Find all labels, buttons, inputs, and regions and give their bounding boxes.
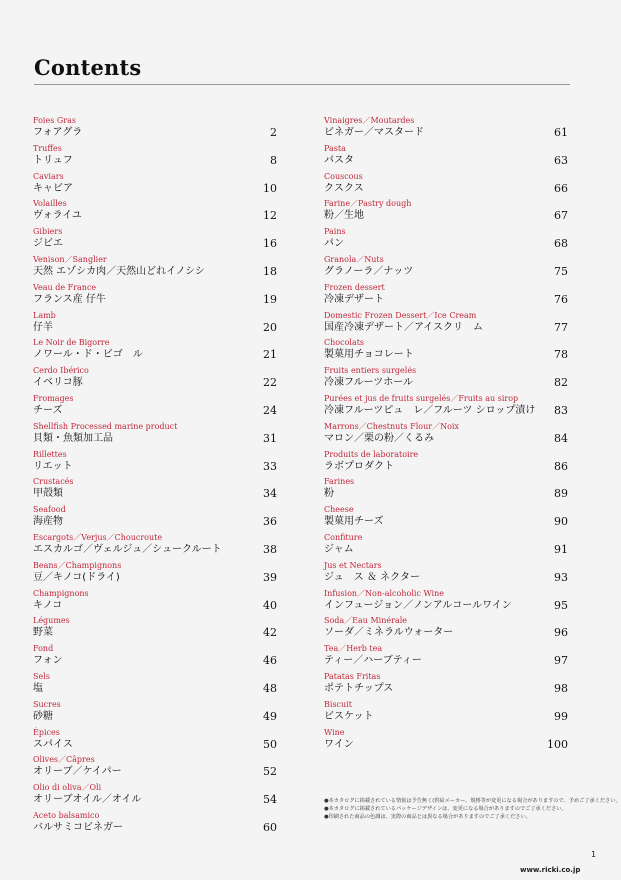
title-divider [34,84,570,85]
toc-entry [33,311,277,339]
toc-entry-page-number: 16 [263,237,277,251]
toc-entry-french-title: Venison／Sanglier [33,254,107,264]
toc-entry-page-number: 96 [554,626,568,640]
toc-entry-page-number: 18 [263,264,277,278]
toc-entry [33,589,277,617]
toc-entry-french-title: Soda／Eau Minérale [324,616,408,626]
toc-entry-page-number: 89 [554,487,568,501]
toc-entry-french-title: Le Noir de Bigorre [33,338,110,348]
disclaimer-notes [324,797,621,821]
toc-entry-french-title: Crustacés [33,477,74,487]
toc-entry-page-number: 22 [263,376,277,390]
toc-entry-page-number: 39 [263,570,277,584]
toc-entry-french-title: Cheese [324,505,354,515]
toc-entry [33,255,277,283]
toc-entry-french-title: Sucres [33,699,61,709]
toc-entry-french-title: Pasta [324,143,346,153]
toc-entry-japanese-title: 粉／生地 [324,210,364,222]
toc-entry-page-number: 2 [270,126,277,139]
toc-entry-page-number: 21 [263,348,277,362]
toc-entry [324,644,568,672]
contents-left-column [33,116,277,839]
toc-entry-french-title: Légumes [33,616,70,626]
toc-entry [324,172,568,200]
toc-entry-french-title: Chocolats [324,338,365,348]
toc-entry-french-title: Fond [33,644,54,654]
toc-entry-page-number: 49 [263,709,277,723]
toc-entry-japanese-title: ヴォライユ [33,210,82,222]
toc-entry-page-number: 40 [263,598,277,612]
toc-entry-french-title: Beans／Champignons [33,560,122,570]
toc-entry-japanese-title: 粉 [324,488,334,500]
toc-entry-japanese-title: 甲殻類 [33,488,63,500]
toc-entry [324,672,568,700]
toc-entry-page-number: 99 [554,709,568,723]
toc-entry-french-title: Truffes [33,143,62,153]
toc-entry-french-title: Escargots／Verjus／Choucroute [33,532,163,542]
toc-entry-page-number: 8 [270,153,277,167]
toc-entry-page-number: 83 [554,403,568,417]
toc-entry-page-number: 38 [263,542,277,556]
toc-entry-page-number: 84 [554,431,568,445]
toc-entry-page-number: 95 [554,598,568,612]
toc-entry-japanese-title: バルサミコビネガー [33,821,123,833]
toc-entry-japanese-title: 貝類・魚類加工品 [33,432,113,444]
toc-entry [33,533,277,561]
toc-entry-page-number: 97 [554,654,568,668]
toc-entry-japanese-title: オリーブオイル／オイル [33,794,142,806]
toc-entry-french-title: Olives／Câpres [33,755,95,765]
contents-right-column [324,116,568,755]
toc-entry [33,199,277,227]
toc-entry-page-number: 46 [263,654,277,668]
toc-entry-french-title: Wine [324,727,345,737]
toc-entry-french-title: Pains [324,227,346,237]
toc-entry-french-title: Volailles [33,199,67,209]
toc-entry-japanese-title: インフュージョン／ノンアルコールワイン [324,599,512,611]
toc-entry [324,533,568,561]
toc-entry [324,199,568,227]
toc-entry-page-number: 60 [263,820,277,834]
toc-entry-french-title: Biscuit [324,699,352,709]
toc-entry-french-title: Domestic Frozen Dessert／Ice Cream [324,310,477,320]
toc-entry-page-number: 86 [554,459,568,473]
page-title: Contents [34,55,142,80]
toc-entry-french-title: Sels [33,671,50,681]
toc-entry [324,477,568,505]
toc-entry-french-title: Fruits entiers surgelés [324,366,417,376]
toc-entry-page-number: 20 [263,320,277,334]
toc-entry-japanese-title: 塩 [33,682,43,694]
toc-entry [33,366,277,394]
toc-entry-japanese-title: ポテトチップス [324,682,394,694]
toc-entry [33,172,277,200]
toc-entry-japanese-title: 国産冷凍デザート／アイスクリ ム [324,321,483,333]
toc-entry [33,394,277,422]
disclaimer-note: ●本カタログに掲載されているパッケージデザインは、変更になる場合がありますのでご了承ください。 [324,806,567,812]
website-url: www.ricki.co.jp [520,866,581,874]
toc-entry-french-title: Confiture [324,532,363,542]
toc-entry [324,700,568,728]
toc-entry [33,644,277,672]
toc-entry [324,366,568,394]
toc-entry [33,422,277,450]
toc-entry-french-title: Produits de laboratoire [324,449,419,459]
toc-entry-japanese-title: フォアグラ [33,127,83,138]
toc-entry-japanese-title: クスクス [324,182,364,194]
toc-entry [33,450,277,478]
toc-entry-japanese-title: フォン [33,655,63,667]
toc-entry-japanese-title: フランス産 仔牛 [33,293,106,305]
disclaimer-note: ●印刷された商品の色調は、実際の商品とは異なる場合がありますのでご了承ください。 [324,814,531,820]
toc-entry [33,283,277,311]
disclaimer-note: ●本カタログに掲載されている情報は予告無く(供給メーカー、規格等が変更になる場合がありますので、予めご了承ください。 [324,798,621,804]
toc-entry [33,700,277,728]
toc-entry-french-title: Patatas Fritas [324,671,381,681]
toc-entry-page-number: 34 [263,487,277,501]
toc-entry-japanese-title: ジャム [324,543,354,555]
toc-entry-french-title: Caviars [33,171,64,181]
toc-entry-japanese-title: ラボプロダクト [324,460,394,472]
toc-entry-french-title: Fromages [33,393,74,403]
toc-entry-page-number: 33 [263,459,277,473]
toc-entry-french-title: Marrons／Chestnuts Flour／Noix [324,421,459,431]
toc-entry-french-title: Infusion／Non-alcoholic Wine [324,588,444,598]
toc-entry-japanese-title: 仔羊 [33,321,53,333]
toc-entry-japanese-title: ワイン [324,738,354,750]
toc-entry [324,616,568,644]
toc-entry-japanese-title: 冷凍デザート [324,293,384,305]
toc-entry-page-number: 24 [263,403,277,417]
toc-entry-japanese-title: 製菓用チーズ [324,516,384,528]
toc-entry-japanese-title: 冷凍フルーツピュ レ／フルーツ シロップ漬け [324,404,536,416]
toc-entry-french-title: Cerdo Ibérico [33,366,89,376]
toc-entry [33,811,277,839]
toc-entry-japanese-title: エスカルゴ／ヴェルジュ／シュークルート [33,543,222,555]
toc-entry-japanese-title: オリーブ／ケイパー [33,766,122,778]
toc-entry-french-title: Jus et Nectars [324,560,382,570]
toc-entry [324,116,568,144]
toc-entry-japanese-title: リエット [33,460,73,472]
toc-entry-japanese-title: スパイス [33,738,73,750]
toc-entry-japanese-title: パン [324,238,344,250]
toc-entry-japanese-title: 海産物 [33,516,63,528]
toc-entry-japanese-title: 製菓用チョコレート [324,349,414,361]
toc-entry [324,728,568,756]
toc-entry-page-number: 93 [554,570,568,584]
toc-entry-japanese-title: 天然 エゾシカ肉／天然山どれイノシシ [33,265,205,277]
toc-entry-french-title: Farine／Pastry dough [324,199,412,209]
toc-entry-page-number: 48 [263,681,277,695]
toc-entry [33,477,277,505]
toc-entry-page-number: 61 [554,126,568,139]
toc-entry-japanese-title: イベリコ豚 [33,377,83,389]
toc-entry [324,505,568,533]
toc-entry [33,728,277,756]
toc-entry-page-number: 12 [263,209,277,223]
toc-entry-japanese-title: ビスケット [324,710,374,722]
toc-entry-french-title: Frozen dessert [324,282,385,292]
toc-entry [324,227,568,255]
page-number: 1 [591,850,597,859]
toc-entry-japanese-title: 野菜 [33,627,53,639]
toc-entry-japanese-title: ジュ ス ＆ ネクター [324,571,420,583]
toc-entry-french-title: Veau de France [33,282,97,292]
toc-entry-japanese-title: マロン／栗の粉／くるみ [324,432,434,444]
toc-entry-japanese-title: ジビエ [33,238,63,250]
toc-entry-page-number: 67 [554,209,568,223]
toc-entry-french-title: Lamb [33,310,56,320]
toc-entry-page-number: 19 [263,292,277,306]
toc-entry [324,422,568,450]
toc-entry [33,144,277,172]
toc-entry [33,783,277,811]
toc-entry-japanese-title: グラノーラ／ナッツ [324,265,414,277]
toc-entry [33,505,277,533]
toc-entry-page-number: 98 [554,681,568,695]
toc-entry-french-title: Gibiers [33,227,63,237]
toc-entry-french-title: Vinaigres／Moutardes [324,116,415,125]
toc-entry-japanese-title: キャビア [33,182,73,194]
toc-entry-page-number: 10 [263,181,277,195]
toc-entry-japanese-title: 冷凍フルーツホール [324,377,413,389]
toc-entry-page-number: 76 [554,292,568,306]
toc-entry-page-number: 50 [263,737,277,751]
toc-entry [33,755,277,783]
toc-entry-page-number: 91 [554,542,568,556]
toc-entry [324,450,568,478]
toc-entry-french-title: Tea／Herb tea [324,644,383,654]
toc-entry-page-number: 77 [554,320,568,334]
toc-entry-french-title: Granola／Nuts [324,254,384,264]
toc-entry-page-number: 75 [554,264,568,278]
toc-entry [324,144,568,172]
toc-entry-japanese-title: チーズ [33,404,63,416]
toc-entry [324,589,568,617]
toc-entry-page-number: 68 [554,237,568,251]
toc-entry-page-number: 63 [554,153,568,167]
toc-entry-french-title: Rillettes [33,449,67,459]
toc-entry-french-title: Couscous [324,171,363,181]
toc-entry [324,561,568,589]
toc-entry-page-number: 90 [554,515,568,529]
toc-entry [33,561,277,589]
toc-entry-page-number: 31 [263,431,277,445]
toc-entry-japanese-title: パスタ [324,154,354,166]
toc-entry [33,116,277,144]
toc-entry [33,672,277,700]
toc-entry-page-number: 78 [554,348,568,362]
toc-entry-page-number: 100 [547,737,568,751]
toc-entry-page-number: 42 [263,626,277,640]
toc-entry-french-title: Olio di oliva／Oli [33,783,102,793]
toc-entry-french-title: Seafood [33,505,66,515]
toc-entry-french-title: Farines [324,477,355,487]
toc-entry-japanese-title: ティー／ハーブティー [324,655,422,667]
toc-entry-japanese-title: ノワール・ド・ビゴ ル [33,349,143,361]
toc-entry-french-title: Purées et jus de fruits surgelés／Fruits au sirop [324,393,519,403]
toc-entry-page-number: 66 [554,181,568,195]
toc-entry-french-title: Foies Gras [33,116,76,125]
toc-entry [324,255,568,283]
toc-entry-french-title: Champignons [33,588,89,598]
toc-entry-french-title: Épices [33,727,60,737]
toc-entry [33,616,277,644]
toc-entry [33,227,277,255]
toc-entry-japanese-title: キノコ [33,599,63,611]
toc-entry-japanese-title: トリュフ [33,154,73,166]
toc-entry [324,311,568,339]
toc-entry-japanese-title: ソーダ／ミネラルウォーター [324,627,454,639]
toc-entry-page-number: 82 [554,376,568,390]
toc-entry [324,283,568,311]
toc-entry [324,394,568,422]
toc-entry-page-number: 36 [263,515,277,529]
toc-entry [33,338,277,366]
toc-entry [324,338,568,366]
toc-entry-japanese-title: 豆／キノコ(ドライ) [33,571,120,583]
toc-entry-page-number: 52 [263,765,277,779]
toc-entry-japanese-title: ビネガー／マスタード [324,127,424,138]
toc-entry-french-title: Aceto balsamico [33,810,100,820]
toc-entry-french-title: Shellfish Processed marine product [33,421,178,431]
toc-entry-page-number: 54 [263,793,277,807]
toc-entry-japanese-title: 砂糖 [33,710,53,722]
